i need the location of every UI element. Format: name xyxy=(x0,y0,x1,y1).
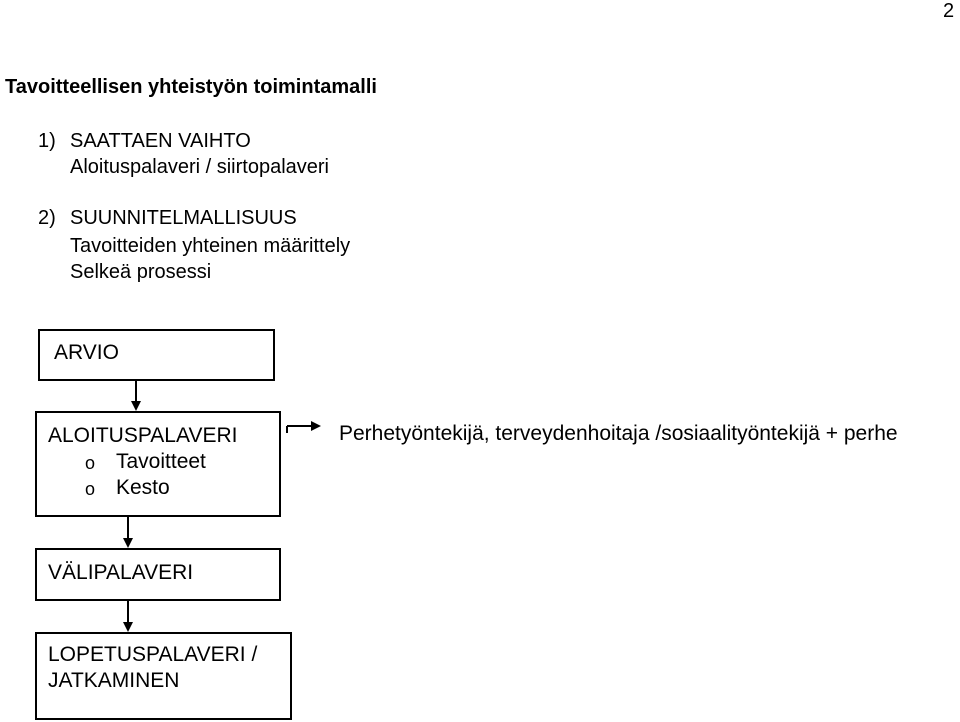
section-2-line: Tavoitteiden yhteinen määrittely xyxy=(70,235,351,257)
section-2-line: Selkeä prosessi xyxy=(70,261,212,283)
aloitus-item: Kesto xyxy=(116,476,170,499)
aloituspalaveri-label: ALOITUSPALAVERI xyxy=(48,424,238,447)
page-number: 2 xyxy=(943,0,955,22)
aloituspalaveri-box xyxy=(35,411,281,517)
valipalaveri-label: VÄLIPALAVERI xyxy=(48,561,194,584)
arrow-down-icon xyxy=(123,538,133,548)
arrow-down-icon xyxy=(123,622,133,632)
section-1-heading: SAATTAEN VAIHTO xyxy=(70,130,251,152)
section-2-heading: SUUNNITELMALLISUUS xyxy=(70,207,297,229)
valipalaveri-box xyxy=(35,548,281,601)
lopetuspalaveri-box xyxy=(35,632,292,720)
bullet-icon: o xyxy=(85,479,96,499)
arrow-down-icon xyxy=(131,401,141,411)
participants-text: Perhetyöntekijä, terveydenhoitaja /sosiaalityöntekijä + perhe xyxy=(339,422,898,445)
bullet-icon: o xyxy=(85,453,96,473)
section-1-marker: 1) xyxy=(38,130,56,152)
arrow-right-icon xyxy=(311,421,321,431)
arvio-box xyxy=(38,329,275,381)
aloitus-item: Tavoitteet xyxy=(116,450,206,473)
lopetuspalaveri-label: LOPETUSPALAVERI / xyxy=(48,643,258,666)
page-title: Tavoitteellisen yhteistyön toimintamalli xyxy=(5,76,377,98)
lopetuspalaveri-label: JATKAMINEN xyxy=(48,669,180,692)
arvio-label: ARVIO xyxy=(54,341,119,364)
section-2-marker: 2) xyxy=(38,207,56,229)
section-1-line: Aloituspalaveri / siirtopalaveri xyxy=(70,156,330,178)
